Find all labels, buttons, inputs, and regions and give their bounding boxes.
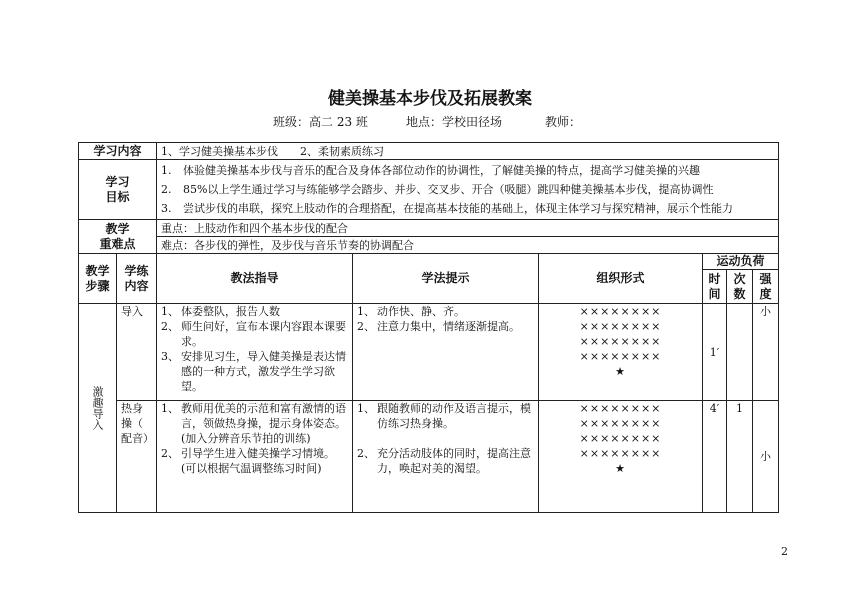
difficulty-point: 难点：各步伐的弹性，及步伐与音乐节奏的协调配合 xyxy=(157,237,779,254)
goals-list xyxy=(161,161,774,218)
list-item: 3、 安排见习生，导入健美操是表达情感的一种方式，激发学生学习欲望。 xyxy=(161,350,347,393)
header-count: 次 数 xyxy=(727,270,753,304)
row-formation xyxy=(539,401,703,513)
goal-item: 2. 85%以上学生通过学习与练能够学会踏步、并步、交叉步、开合（吸腿）跳四种健美操基本步伐，提高协调性 xyxy=(161,183,714,196)
list-item: 2、 充分活动肢体的同时，提高注意力，唤起对美的渴望。 xyxy=(357,447,532,475)
learning-list xyxy=(357,304,534,334)
phase-cell xyxy=(79,304,117,513)
row-intensity: 小 xyxy=(753,401,779,513)
header-content: 学练 内容 xyxy=(117,254,157,304)
teaching-list xyxy=(161,401,348,476)
row-count xyxy=(727,304,753,401)
lesson-plan-table xyxy=(78,142,779,513)
teacher-star-icon: ★ xyxy=(615,365,626,378)
formation-line: ×××××××× xyxy=(579,402,662,415)
row-time: 4′ xyxy=(703,401,727,513)
formation-line: ×××××××× xyxy=(579,335,662,348)
row-learning xyxy=(353,304,539,401)
teaching-list xyxy=(161,304,348,394)
header-step: 教学 步骤 xyxy=(79,254,117,304)
row-formation xyxy=(539,304,703,401)
goals-row xyxy=(79,160,779,220)
row-teaching xyxy=(157,401,353,513)
row-intensity: 小 xyxy=(753,304,779,401)
content-row xyxy=(79,143,779,160)
keypoints-label-line1: 教学 xyxy=(105,221,130,236)
header-row xyxy=(79,254,779,270)
key-point: 重点：上肢动作和四个基本步伐的配合 xyxy=(157,220,779,237)
content-value: 1、学习健美操基本步伐 2、柔韧素质练习 xyxy=(157,143,779,160)
header-teaching: 教法指导 xyxy=(157,254,353,304)
goal-item: 3. 尝试步伐的串联，探究上肢动作的合理搭配，在提高基本技能的基础上，体现主体学习与探究精神，展示个性能力 xyxy=(161,202,734,215)
learning-list xyxy=(357,401,534,476)
formation-line: ×××××××× xyxy=(579,320,662,333)
formation-line: ×××××××× xyxy=(579,350,662,363)
location-info: 地点：学校田径场 xyxy=(406,115,503,129)
teacher-info: 教师： xyxy=(545,115,582,129)
class-info: 班级：高二 23 班 xyxy=(273,115,368,129)
row-content: 导入 xyxy=(117,304,157,401)
formation-line: ×××××××× xyxy=(579,432,662,445)
goals-label-line1: 学习 xyxy=(105,174,130,189)
header-load: 运动负荷 xyxy=(703,254,779,270)
list-item: 2、 师生问好，宣布本课内容跟本课要求。 xyxy=(161,320,347,348)
row-count: 1 xyxy=(727,401,753,513)
document-title: 健美操基本步伐及拓展教案 xyxy=(328,89,532,109)
goal-item: 1. 体验健美操基本步伐与音乐的配合及身体各部位动作的协调性，了解健美操的特点，提高学习健美操的兴趣 xyxy=(161,164,701,177)
header-organization: 组织形式 xyxy=(539,254,703,304)
row-learning xyxy=(353,401,539,513)
keypoints-label-line2: 重难点 xyxy=(99,236,136,251)
row-teaching xyxy=(157,304,353,401)
page-number: 2 xyxy=(781,545,788,558)
goals-label-line2: 目标 xyxy=(105,189,130,204)
list-item: 1、 跟随教师的动作及语言提示，模仿练习热身操。 xyxy=(357,402,532,430)
content-label: 学习内容 xyxy=(79,143,157,160)
list-item: 2、 注意力集中，情绪逐渐提高。 xyxy=(357,320,521,333)
row-content: 热身操（ 配音） xyxy=(117,401,157,513)
difficulty-row xyxy=(79,237,779,254)
list-item: 2、 引导学生进入健美操学习情境。(可以根据气温调整练习时间) xyxy=(161,447,336,475)
keypoints-label xyxy=(79,220,157,254)
row-time: 1′ xyxy=(703,304,727,401)
lesson-row-intro xyxy=(79,304,779,401)
list-item: 1、 动作快、静、齐。 xyxy=(357,305,466,318)
formation-line: ×××××××× xyxy=(579,417,662,430)
header-intensity: 强 度 xyxy=(753,270,779,304)
phase-label: 激趣导入 xyxy=(91,386,104,430)
list-item: 1、 教师用优美的示范和富有激情的语言，领做热身操，提示身体姿态。(加入分辨音乐节拍的训练) xyxy=(161,402,347,445)
formation-line: ×××××××× xyxy=(579,447,662,460)
header-learning: 学法提示 xyxy=(353,254,539,304)
header-time: 时 间 xyxy=(703,270,727,304)
goals-label xyxy=(79,160,157,220)
goals-cell xyxy=(157,160,779,220)
key-point-row xyxy=(79,220,779,237)
list-item: 1、 体委整队，报告人数 xyxy=(161,305,281,318)
formation-line: ×××××××× xyxy=(579,305,662,318)
teacher-star-icon: ★ xyxy=(615,462,626,475)
lesson-row-warmup xyxy=(79,401,779,513)
